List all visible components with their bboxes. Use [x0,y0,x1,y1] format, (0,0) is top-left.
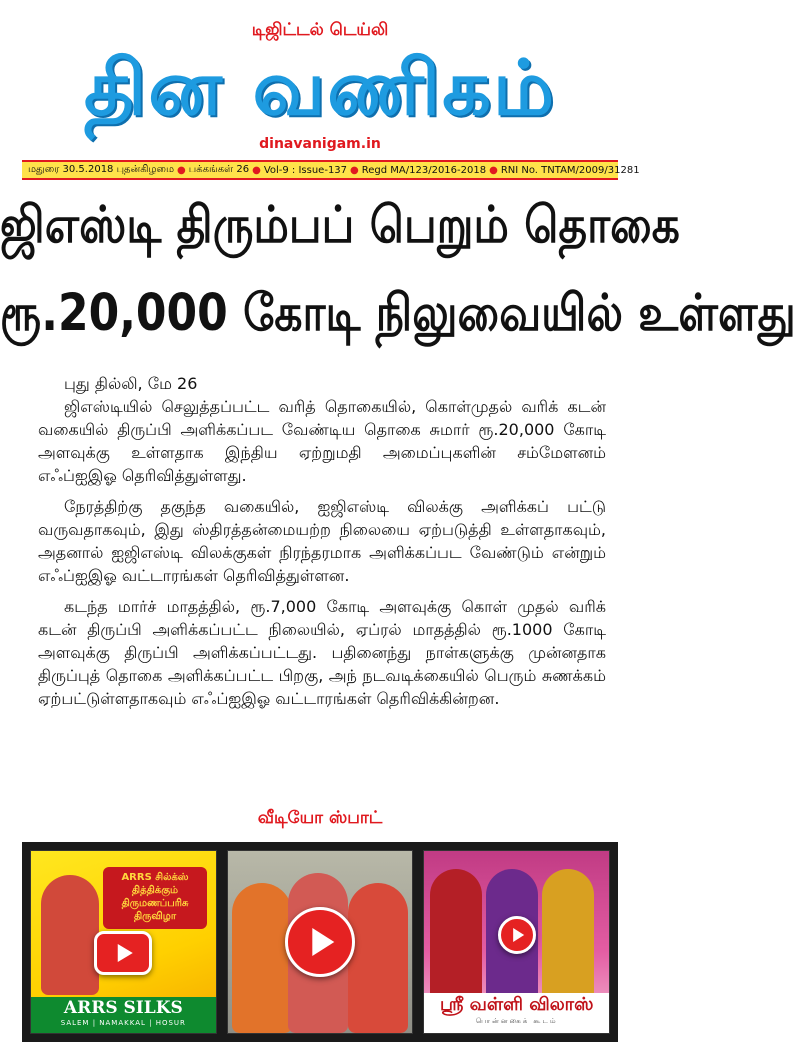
bullet-icon: ● [350,164,359,176]
play-button-icon[interactable] [94,931,152,975]
site-url-link[interactable]: dinavanigam.in [259,136,381,152]
model-figure [542,869,594,999]
model-figure [232,883,292,1033]
model-figure [41,875,99,995]
issue-info-bar [22,160,640,180]
play-button-icon[interactable] [285,907,355,977]
bullet-icon: ● [252,164,261,176]
video-strip [22,842,618,1042]
model-figure [348,883,408,1033]
article-body [38,372,606,718]
issue-location-date: மதுரை 30.5.2018 புதன்கிழமை [28,164,175,175]
model-figure [430,869,482,999]
headline-line-2: ரூ.20,000 கோடி நிலுவையில் உள்ளது [0,284,796,343]
issue-rni: RNI No. TNTAM/2009/31281 [500,164,640,176]
newspaper-masthead: தின வணிகம் [84,43,556,132]
brand-subtitle: பொன்னகைக் கூடம் [475,1017,558,1025]
video-thumbnail-sri-valli-vilas[interactable] [423,850,610,1034]
play-button-icon[interactable] [498,916,536,954]
brand-name: ஸ்ரீ வள்ளி விலாஸ் [439,994,594,1015]
brand-name: ARRS SILKS [63,998,183,1018]
bullet-icon: ● [177,164,186,176]
video-thumbnail-arrs-silks[interactable] [30,850,217,1034]
article-paragraph-3: கடந்த மார்ச் மாதத்தில், ரூ.7,000 கோடி அளவுக்கு கொள் முதல் வரிக் கடன் திருப்பி அளிக்கப்பட்ட நிலையில், ஏப்ரல் மாதத்தில் ரூ.1000 கோடி அளவுக்கு திருப்பி அளிக்கப்பட்டது. பதினைந்து நாள்களுக்கு முன்னதாக திருப்புத் தொகை அளிக்கப்பட்ட பிறகு, அந் நடவடிக்கையில் பெரும் சுணக்கம் ஏற்பட்டுள்ளதாகவும் எஃப்ஐஇஓ வட்டாரங்கள் தெரிவிக்கின்றன. [38,597,606,708]
promo-panel [103,867,207,929]
brand-bar [31,997,216,1033]
promo-panel-text: ARRS சில்க்ஸ் தித்திக்கும் திருமணப்பரிசு திருவிழா [121,872,189,922]
issue-pages: பக்கங்கள் 26 [188,164,250,175]
brand-locations: SALEM | NAMAKKAL | HOSUR [60,1019,186,1027]
bullet-icon: ● [489,164,498,176]
video-thumbnail-models[interactable] [227,850,414,1034]
article-paragraph-1: ஜிஎஸ்டியில் செலுத்தப்பட்ட வரித் தொகையில், கொள்முதல் வரிக் கடன் வகையில் திருப்பி அளிக்கப்பட வேண்டிய தொகை சுமார் ரூ.20,000 கோடி அளவுக்கு உள்ளதாக இந்திய ஏற்றுமதி அமைப்புகளின் சம்மேளனம் எஃப்ஐஇஓ தெரிவித்துள்ளது. [38,397,606,485]
masthead-tagline: டிஜிட்டல் டெய்லி [251,20,389,40]
article-paragraph-2: நேரத்திற்கு தகுந்த வகையில், ஐஜிஎஸ்டி விலக்கு அளிக்கப் பட்டு வருவதாகவும், இது ஸ்திரத்தன்மையற்ற நிலையை ஏற்படுத்தி உள்ளதாகவும், அதனால் ஐஜிஎஸ்டி விலக்குகள் நிரந்தரமாக அளிக்கப்பட வேண்டும் என்றும் எஃப்ஐஇஓ வட்டாரங்கள் தெரிவித்துள்ளன. [38,497,606,585]
issue-volume: Vol-9 : Issue-137 [263,164,348,176]
headline-line-1: ஜிஎஸ்டி திரும்பப் பெறும் தொகை [0,196,680,255]
video-section-title: வீடியோ ஸ்பாட் [257,808,383,828]
article-dateline: புது தில்லி, மே 26 [64,374,198,393]
issue-regd: Regd MA/123/2016-2018 [361,164,487,176]
brand-bar [424,993,609,1033]
